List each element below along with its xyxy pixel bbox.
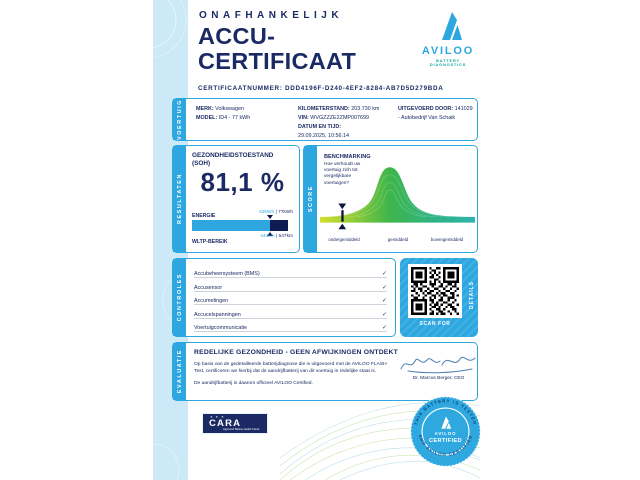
merk-value: Volkswagen xyxy=(215,106,244,112)
signature xyxy=(398,351,478,375)
results-tab xyxy=(173,146,186,252)
axis-label-center: gemiddeld xyxy=(387,237,409,242)
brand-name: AVILOO xyxy=(421,45,475,57)
badge-ring-top-text: THIS BATTERY IS TESTED xyxy=(413,398,478,426)
controls-tab-label: CONTROLES xyxy=(176,273,183,322)
score-tab-label: SCORE xyxy=(307,185,314,213)
control-row xyxy=(194,305,387,318)
uitgevoerd-value: 141029 - Autobedrijf Van Schaik xyxy=(398,106,473,121)
km-value: 203.730 km xyxy=(351,106,380,112)
section-controls xyxy=(172,258,396,337)
evaluation-content xyxy=(186,343,477,400)
title-line2: CERTIFICAAT xyxy=(198,48,357,74)
qr-code xyxy=(408,264,462,318)
energy-separator: | xyxy=(275,210,277,215)
control-label: Accumetingen xyxy=(194,298,229,305)
soh-bar xyxy=(192,220,288,231)
section-results xyxy=(172,145,300,253)
energy-total: 77kWh xyxy=(278,210,293,215)
uitgevoerd-label: UITGEVOERD DOOR: xyxy=(398,106,454,112)
control-label: Accucelspanningen xyxy=(194,311,241,318)
soh-bar-fill xyxy=(192,220,270,231)
checkmark-icon: ✓ xyxy=(381,311,387,318)
cara-name: CARA xyxy=(209,418,242,429)
soh-value: 81,1 % xyxy=(200,167,285,197)
aviloo-logo-icon xyxy=(433,10,465,43)
vin-label: VIN: xyxy=(298,115,309,121)
control-row xyxy=(194,265,387,278)
vehicle-tab-label: VOERTUIG xyxy=(176,99,183,140)
soh-title xyxy=(192,152,273,168)
control-label: Accubeheersysteem (BMS) xyxy=(194,271,260,278)
brand-tagline: BATTERY DIAGNOSTICS xyxy=(429,59,467,67)
soh-title-line2: (SOH) xyxy=(192,160,211,167)
wltp-separator: | xyxy=(276,234,278,239)
control-row xyxy=(194,319,387,332)
axis-label-left: ondergemiddeld xyxy=(328,237,360,242)
badge-brand: AVILOO xyxy=(434,430,457,436)
wltp-total: 547km xyxy=(278,234,293,239)
checkmark-icon: ✓ xyxy=(381,271,387,278)
vehicle-col1 xyxy=(196,105,250,123)
bar-marker-top-icon xyxy=(267,215,273,219)
vehicle-col3 xyxy=(398,105,474,123)
checkmark-icon: ✓ xyxy=(381,298,387,305)
cara-logo xyxy=(202,413,268,434)
section-score xyxy=(303,145,478,253)
cara-stars-icon: ✶ ✶ ✶ xyxy=(210,415,225,419)
checkmark-icon: ✓ xyxy=(381,284,387,291)
qr-code-icon xyxy=(411,267,459,315)
vehicle-tab xyxy=(173,99,186,140)
benchmark-title: BENCHMARKING xyxy=(324,154,371,160)
evaluation-tab-label: EVALUATIE xyxy=(176,349,183,394)
badge-label: CERTIFIED xyxy=(429,437,462,444)
axis-label-right: bovengemiddeld xyxy=(430,237,464,242)
vehicle-content xyxy=(186,99,477,140)
page-title xyxy=(198,24,356,74)
vin-value: WVGZZZE2ZMP007699 xyxy=(310,115,370,121)
wltp-values xyxy=(260,234,293,239)
title-line1: ACCU- xyxy=(198,23,276,49)
evaluation-tab xyxy=(173,343,186,400)
control-row xyxy=(194,292,387,305)
wltp-label: WLTP-BEREIK xyxy=(192,239,228,245)
controls-content xyxy=(186,259,395,336)
score-content xyxy=(317,146,477,252)
datum-value: 29.09.2025, 10:56:14 xyxy=(298,133,349,139)
scan-for-label: SCAN FOR xyxy=(419,321,451,327)
model-label: MODEL: xyxy=(196,115,218,121)
evaluation-body2: De aandrijfbatterij is daarom officieel AVILOO Certified. xyxy=(194,381,313,386)
energy-current: 62kWh xyxy=(259,210,275,215)
soh-title-line1: GEZONDHEIDSTOESTAND xyxy=(192,152,274,159)
controls-tab xyxy=(173,259,186,336)
checkmark-icon: ✓ xyxy=(381,324,387,331)
results-content xyxy=(186,146,299,252)
control-label: Accusensor xyxy=(194,284,223,291)
section-evaluation xyxy=(172,342,478,401)
vehicle-col2 xyxy=(298,105,379,141)
km-label: KILOMETERSTAND: xyxy=(298,106,350,112)
wltp-current: 444km xyxy=(260,234,275,239)
certified-badge xyxy=(408,394,483,469)
datum-label: DATUM EN TIJD: xyxy=(298,124,342,130)
kicker-label: ONAFHANKELIJK xyxy=(199,10,344,21)
energy-values xyxy=(259,210,293,215)
section-vehicle xyxy=(172,98,478,141)
control-row xyxy=(194,278,387,291)
evaluation-heading: REDELIJKE GEZONDHEID - GEEN AFWIJKINGEN ONTDEKT xyxy=(194,349,399,356)
control-label: Voertuigcommunicatie xyxy=(194,324,248,331)
cara-tagline: Approved Battery Health Check xyxy=(223,428,260,431)
model-value: ID4 - 77 kWh xyxy=(218,115,251,121)
signer-name: Dr. Marcus Berger, CEO xyxy=(412,376,465,381)
evaluation-body1: Op basis van de gedetailleerde batterijdiagnose die is uitgevoerd met de AVILOO FLASH Test, certificeren we hierbij dat de aandrijfbatterij van dit voertuig in redelijke staat is. xyxy=(194,362,387,374)
details-label: DETAILS xyxy=(469,280,475,310)
results-tab-label: RESULTATEN xyxy=(176,173,183,225)
badge-ring-bottom-text: AND AVILOO CERTIFIED xyxy=(417,433,474,458)
merk-label: MERK: xyxy=(196,106,214,112)
score-tab xyxy=(304,146,317,252)
certificate-number: CERTIFICAATNUMMER: DDD4196F-D240-4EF2-8284-AB7D5D279BDA xyxy=(198,85,444,92)
benchmark-question: Hoe verhoudt uw voertuig zich tot vergelijkbare voertuigen? xyxy=(324,162,361,186)
qr-panel xyxy=(400,258,478,337)
energy-label: ENERGIE xyxy=(192,213,216,219)
